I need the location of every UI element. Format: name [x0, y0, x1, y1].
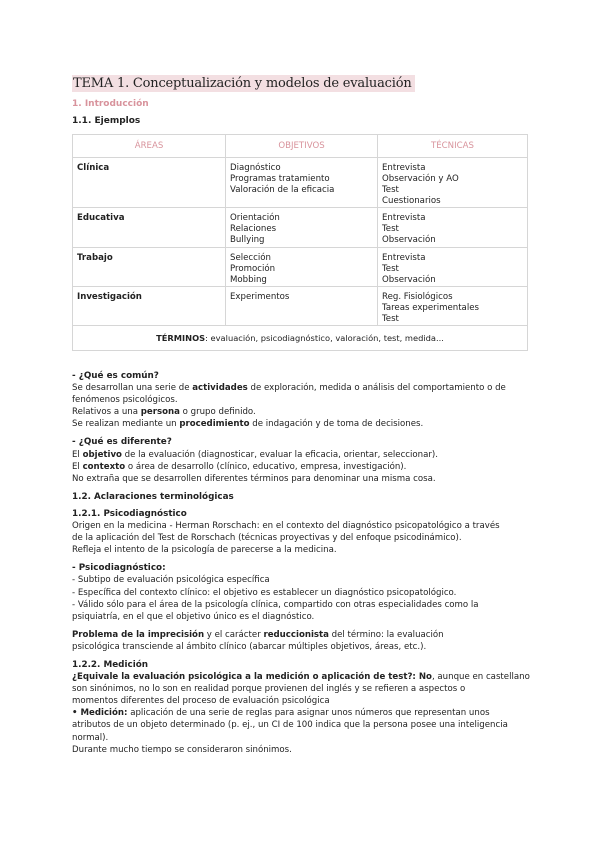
section-introduccion: 1. Introducción — [72, 99, 149, 109]
table-row — [73, 208, 528, 248]
keyword-procedimiento: procedimiento — [179, 419, 250, 430]
objetivo-item: Bullying — [230, 235, 265, 245]
psico-heading: - Psicodiagnóstico: — [72, 563, 166, 574]
section-ejemplos: 1.1. Ejemplos — [72, 116, 141, 126]
tecnicas-cell — [378, 287, 528, 326]
psico-line: - Específica del contexto clínico: el objetivo es establecer un diagnóstico psicopatológico. — [72, 587, 457, 598]
tecnica-item: Test — [382, 314, 399, 324]
text: o área de desarrollo (clínico, educativo, empresa, investigación). — [125, 461, 407, 472]
objetivos-cell — [226, 287, 378, 326]
tecnica-item: Entrevista — [382, 253, 426, 263]
keyword-persona: persona — [140, 407, 180, 418]
page-title: TEMA 1. Conceptualización y modelos de evaluación — [72, 75, 415, 92]
diferente-heading: - ¿Qué es diferente? — [72, 437, 172, 448]
terminos-row — [73, 326, 528, 351]
medicion-line: son sinónimos, no lo son en realidad porque provienen del inglés y se refieren a aspectos o — [72, 684, 466, 695]
tecnica-item: Entrevista — [382, 163, 426, 173]
psico-line: - Válido sólo para el área de la psicología clínica, compartido con otras especialidades como la — [72, 599, 479, 610]
medicion-line — [72, 707, 542, 719]
text: El — [72, 449, 83, 460]
objetivo-item: Selección — [230, 253, 271, 263]
text: Se realizan mediante un — [72, 419, 180, 430]
medicion-line: momentos diferentes del proceso de evaluación psicológica — [72, 696, 330, 707]
tecnica-item: Tareas experimentales — [382, 303, 479, 313]
comun-line: fenómenos psicológicos. — [72, 395, 178, 406]
text: de indagación y de toma de decisiones. — [249, 419, 424, 430]
section-aclaraciones: 1.2. Aclaraciones terminológicas — [72, 491, 234, 502]
text: Se desarrollan una serie de — [72, 383, 193, 394]
keyword-reduccionista: reduccionista — [263, 629, 329, 640]
header-objetivos: OBJETIVOS — [226, 135, 378, 158]
diferente-line — [72, 461, 542, 473]
body-text — [72, 370, 542, 756]
medicion-line: Durante mucho tiempo se consideraron sinónimos. — [72, 744, 292, 755]
text: o grupo definido. — [179, 407, 256, 418]
objetivo-item: Orientación — [230, 213, 280, 223]
tecnica-item: Reg. Fisiológicos — [382, 292, 453, 302]
header-areas: ÁREAS — [73, 135, 226, 158]
tecnica-item: Observación — [382, 275, 436, 285]
objetivo-item: Valoración de la eficacia — [230, 185, 335, 195]
medicion-line — [72, 671, 542, 683]
text: , aunque en castellano — [431, 672, 530, 683]
comun-line — [72, 418, 542, 430]
section-psicodiagnostico: 1.2.1. Psicodiagnóstico — [72, 508, 187, 519]
objetivo-item: Relaciones — [230, 224, 277, 234]
table-header-row — [73, 135, 528, 158]
problema-line: psicológica transciende al ámbito clínico (abarcar múltiples objetivos, áreas, etc.). — [72, 641, 427, 652]
area-cell: Educativa — [73, 208, 226, 248]
text: Relativos a una — [72, 407, 141, 418]
objetivos-cell — [226, 208, 378, 248]
psicodiag-line: de la aplicación del Test de Rorschach (técnicas proyectivas y del enfoque psicodinámico). — [72, 533, 462, 544]
table-row — [73, 158, 528, 208]
diferente-line: No extraña que se desarrollen diferentes términos para denominar una misma cosa. — [72, 473, 436, 484]
psicodiag-line: Refleja el intento de la psicología de parecerse a la medicina. — [72, 545, 337, 556]
comun-line — [72, 406, 542, 418]
tecnica-item: Test — [382, 264, 399, 274]
terminos-text: : evaluación, psicodiagnóstico, valoración, test, medida... — [205, 332, 444, 343]
text: El — [72, 461, 83, 472]
table-row — [73, 287, 528, 326]
tecnica-item: Test — [382, 185, 399, 195]
text: del término: la evaluación — [328, 629, 444, 640]
tecnica-item: Cuestionarios — [382, 196, 441, 206]
objetivo-item: Diagnóstico — [230, 163, 281, 173]
medicion-line: normal). — [72, 732, 109, 743]
problema-line — [72, 629, 542, 641]
comun-heading: - ¿Qué es común? — [72, 371, 159, 381]
tecnicas-cell — [378, 158, 528, 208]
comun-line — [72, 382, 542, 394]
keyword-actividades: actividades — [192, 383, 248, 394]
section-medicion: 1.2.2. Medición — [72, 659, 149, 670]
diferente-line — [72, 449, 542, 461]
text: de exploración, medida o análisis del comportamiento o de — [247, 383, 506, 394]
tecnica-item: Test — [382, 224, 399, 234]
objetivo-item: Programas tratamiento — [230, 174, 330, 184]
keyword-medicion: • Medición: — [72, 708, 128, 719]
terminos-label: TÉRMINOS — [156, 332, 206, 343]
text: y el carácter — [204, 629, 264, 640]
tecnicas-cell — [378, 248, 528, 287]
header-tecnicas: TÉCNICAS — [378, 135, 528, 158]
psico-line: - Subtipo de evaluación psicológica específica — [72, 575, 270, 586]
areas-table — [72, 134, 528, 351]
area-cell: Investigación — [73, 287, 226, 326]
tecnicas-cell — [378, 208, 528, 248]
text: aplicación de una serie de reglas para asignar unos números que representan unos — [127, 708, 490, 719]
psicodiag-line: Origen en la medicina - Herman Rorschach: en el contexto del diagnóstico psicopatológico a través — [72, 521, 500, 532]
keyword-contexto: contexto — [82, 461, 126, 472]
medicion-line: atributos de un objeto determinado (p. ej., un CI de 100 indica que la persona posee una inteligencia — [72, 720, 508, 731]
keyword-objetivo: objetivo — [82, 449, 122, 460]
objetivo-item: Experimentos — [230, 292, 290, 302]
medicion-question: ¿Equivale la evaluación psicológica a la medición o aplicación de test?: No — [72, 672, 432, 683]
tecnica-item: Observación — [382, 235, 436, 245]
area-cell: Trabajo — [73, 248, 226, 287]
objetivos-cell — [226, 158, 378, 208]
objetivos-cell — [226, 248, 378, 287]
psico-line: psiquiatría, en el que el objetivo único es el diagnóstico. — [72, 611, 315, 622]
title-wrap — [72, 72, 415, 91]
area-cell: Clínica — [73, 158, 226, 208]
table-row — [73, 248, 528, 287]
keyword-imprecision: Problema de la imprecisión — [72, 629, 205, 640]
objetivo-item: Mobbing — [230, 275, 267, 285]
objetivo-item: Promoción — [230, 264, 276, 274]
terminos-cell — [73, 326, 528, 351]
tecnica-item: Entrevista — [382, 213, 426, 223]
tecnica-item: Observación y AO — [382, 174, 459, 184]
text: de la evaluación (diagnosticar, evaluar la eficacia, orientar, seleccionar). — [121, 449, 439, 460]
